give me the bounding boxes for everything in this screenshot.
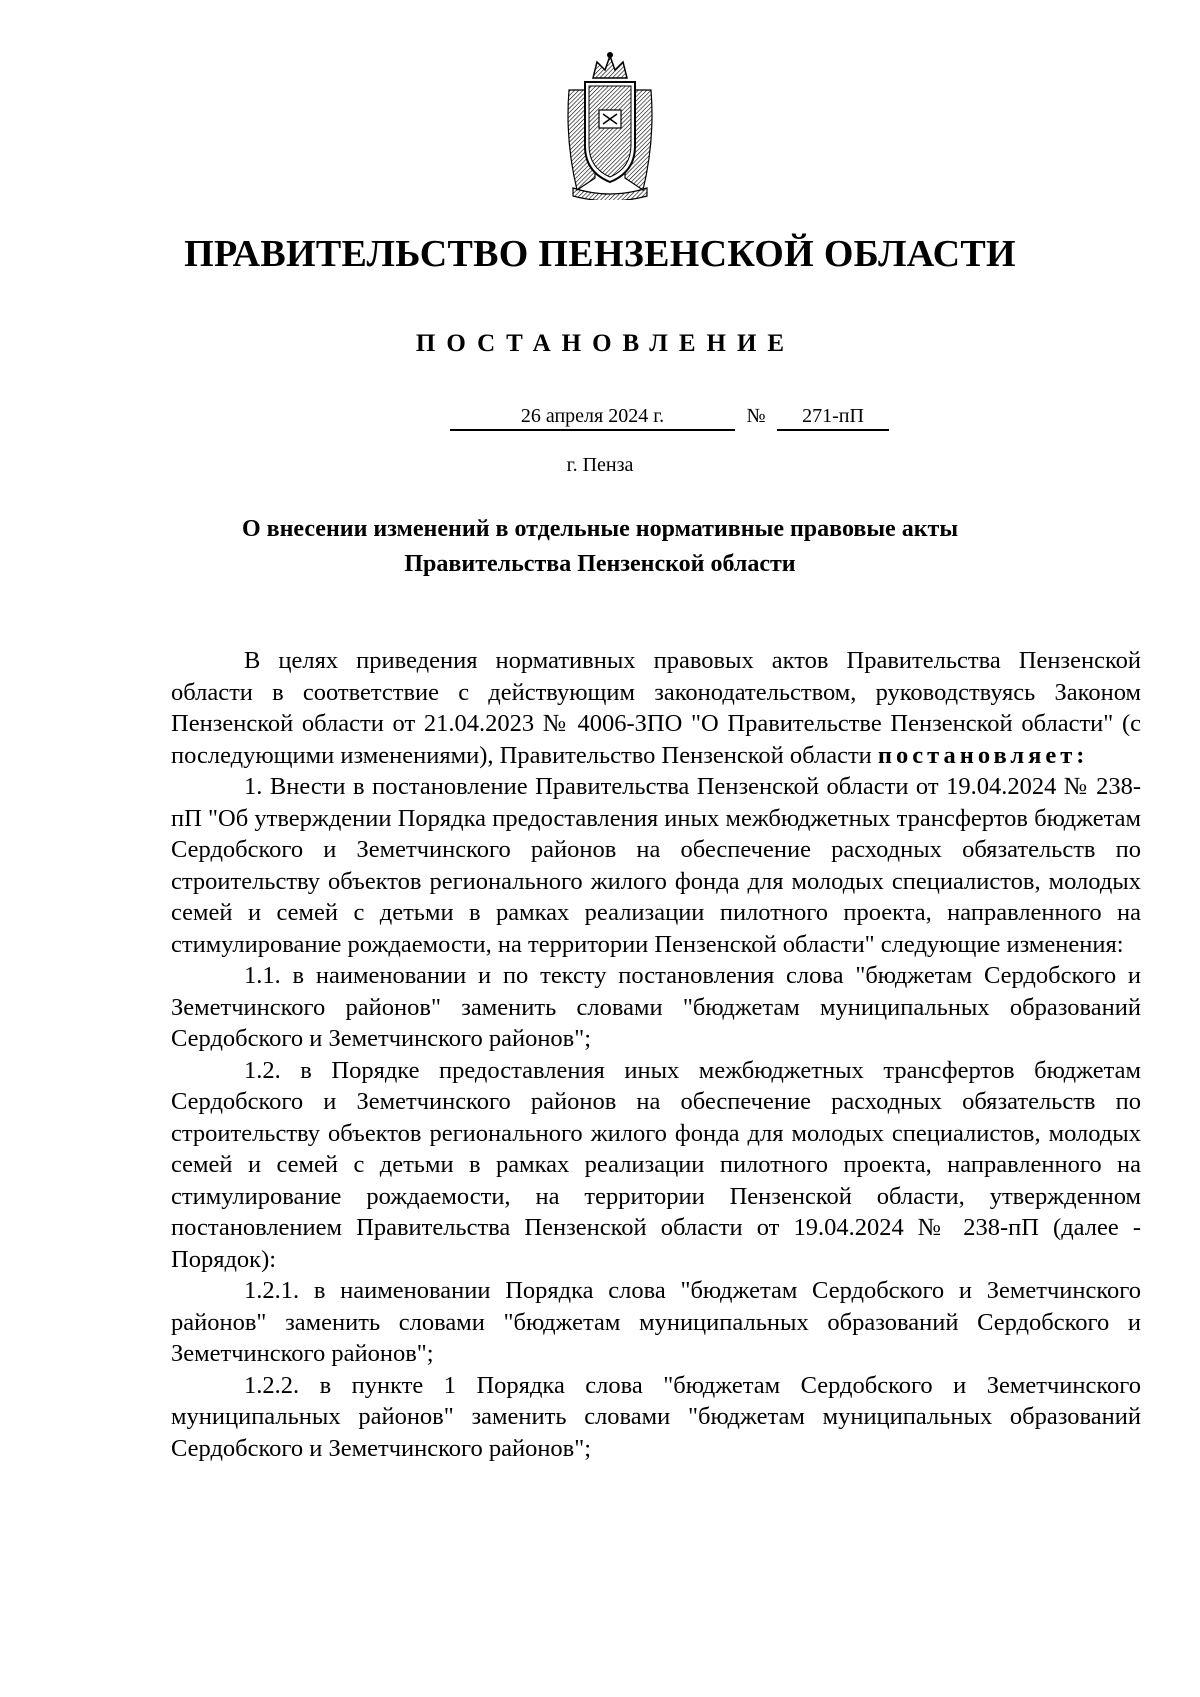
document-subject xyxy=(0,512,1200,582)
number-sign: № xyxy=(746,405,766,427)
paragraph-1-1: 1.1. в наименовании и по тексту постановления слова "бюджетам Сердобского и Земетчинского районов" заменить словами "бюджетам муниципальных образований Сердобского и Земетчинского районов"; xyxy=(171,962,1141,1052)
resolves-word: постановляет: xyxy=(877,741,1089,769)
document-body xyxy=(171,645,1141,1464)
document-date: 26 апреля 2024 г. xyxy=(450,405,735,431)
subject-line-1: О внесении изменений в отдельные нормативные правовые акты xyxy=(241,516,959,542)
document-city: г. Пенза xyxy=(566,454,634,476)
document-type-heading: ПОСТАНОВЛЕНИЕ xyxy=(415,330,796,357)
coat-of-arms-emblem xyxy=(555,50,665,200)
government-title: ПРАВИТЕЛЬСТВО ПЕНЗЕНСКОЙ ОБЛАСТИ xyxy=(184,233,1016,275)
preamble-paragraph xyxy=(171,645,1141,771)
paragraph-1: 1. Внести в постановление Правительства Пензенской области от 19.04.2024 № 238-пП "Об утверждении Порядка предоставления иных межбюджетных трансфертов бюджетам Сердобского и Земетчинского районов на обеспечение расходных обязательств по строительству объектов регионального жилого фонда для молодых специалистов, молодых семей и семей с детьми в рамках реализации пилотного проекта, направленного на стимулирование рождаемости, на территории Пензенской области" следующие изменения: xyxy=(171,773,1141,958)
date-number-line xyxy=(450,405,889,431)
preamble-text: В целях приведения нормативных правовых актов Правительства Пензенской области в соответствие с действующим законодательством, руководствуясь Законом Пензенской области от 21.04.2023 № 4006-ЗПО "О Правительстве Пензенской области" (с последующими изменениями), Правительство Пензенской области xyxy=(171,647,1141,769)
paragraph-1-2: 1.2. в Порядке предоставления иных межбюджетных трансфертов бюджетам Сердобского и Земетчинского районов на обеспечение расходных обязательств по строительству объектов регионального жилого фонда для молодых специалистов, молодых семей и семей с детьми в рамках реализации пилотного проекта, направленного на стимулирование рождаемости, на территории Пензенской области, утвержденном постановлением Правительства Пензенской области от 19.04.2024 № 238-пП (далее - Порядок): xyxy=(171,1056,1141,1273)
document-number: 271-пП xyxy=(777,405,889,431)
paragraph-1-2-1: 1.2.1. в наименовании Порядка слова "бюджетам Сердобского и Земетчинского районов" заменить словами "бюджетам муниципальных образований Сердобского и Земетчинского районов"; xyxy=(171,1277,1141,1367)
subject-line-2: Правительства Пензенской области xyxy=(404,551,796,577)
paragraph-1-2-2: 1.2.2. в пункте 1 Порядка слова "бюджетам Сердобского и Земетчинского муниципальных районов" заменить словами "бюджетам муниципальных образований Сердобского и Земетчинского районов"; xyxy=(171,1371,1141,1462)
